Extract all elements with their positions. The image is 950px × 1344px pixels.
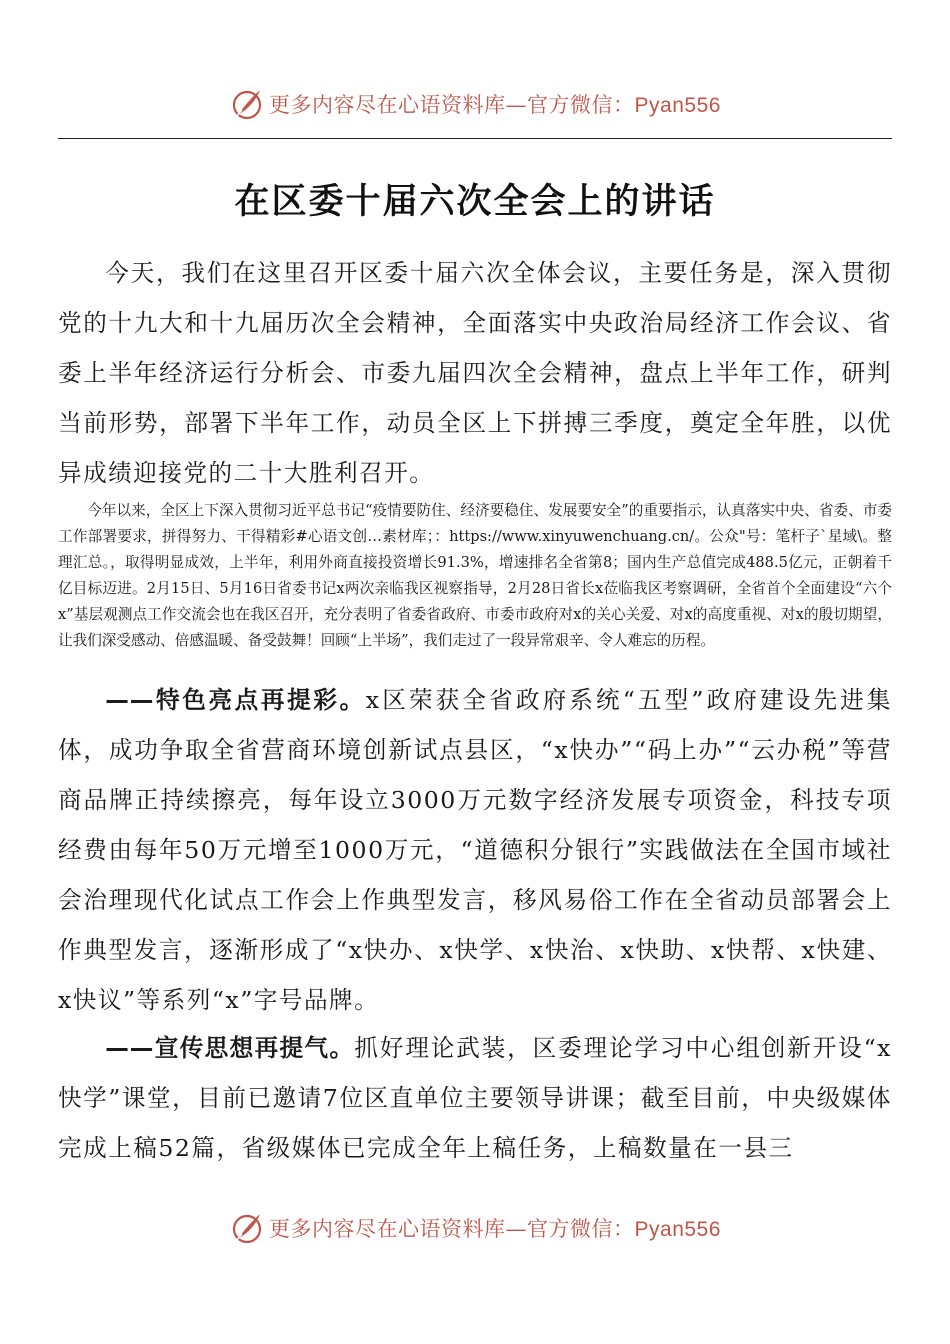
paragraph-intro-text: 今天，我们在这里召开区委十届六次全体会议，主要任务是，深入贯彻党的十九大和十九届历次全会精神，全面落实中央政治局经济工作会议、省委上半年经济运行分析会、市委九届四次全会精神，盘点上半年工作，研判当前形势，部署下半年工作，动员全区上下拼搏三季度，奠定全年胜，以优异成绩迎接党的二十大胜利召开。 xyxy=(58,259,892,487)
footer-watermark xyxy=(0,1208,950,1248)
paragraph-review-text: 今年以来，全区上下深入贯彻习近平总书记“疫情要防住、经济要稳住、发展要安全”的重要指示，认真落实中央、省委、市委工作部署要求，拼得努力、干得精彩#心语文创…素材库；：https://www.xinyuwenchuang.cn/。公众"号：笔杆子`星域\。整理汇总。，取得明显成效，上半年，利用外商直接投资增长91.3%，增速排名全省第8；国内生产总值完成488.5亿元，正朝着千亿目标迈进。2月15日、5月16日省委书记x两次亲临我区视察指导，2月28日省长x莅临我区考察调研，全省首个全面建设“六个x”基层观测点工作交流会也在我区召开，充分表明了省委省政府、市委市政府对x的关心关爱、对x的高度重视、对x的殷切期望，让我们深受感动、倍感温暖、备受鼓舞！回顾“上半场”，我们走过了一段异常艰辛、令人难忘的历程。 xyxy=(58,502,892,649)
quill-logo-icon xyxy=(229,86,265,122)
publicity-heading: ——宣传思想再提气。 xyxy=(105,1034,355,1062)
paragraph-review xyxy=(58,498,892,654)
highlights-text: x区荣获全省政府系统“五型”政府建设先进集体，成功争取全省营商环境创新试点县区，“x快办”“码上办”“云办税”等营商品牌正持续擦亮，每年设立3000万元数字经济发展专项资金，科技专项经费由每年50万元增至1000万元，“道德积分银行”实践做法在全国市域社会治理现代化试点工作会上作典型发言，移风易俗工作在全省动员部署会上作典型发言，逐渐形成了“x快办、x快学、x快治、x快助、x快帮、x快建、x快议”等系列“x”字号品牌。 xyxy=(58,686,892,1014)
header-watermark xyxy=(0,84,950,124)
highlights-heading: ——特色亮点再提彩。 xyxy=(105,686,366,714)
watermark-text: 更多内容尽在心语资料库—官方微信：Pyan556 xyxy=(269,1217,721,1241)
paragraph-highlights xyxy=(58,675,892,1025)
quill-logo-icon xyxy=(229,1210,265,1246)
page-title: 在区委十届六次全会上的讲话 xyxy=(234,181,716,222)
header-rule xyxy=(58,138,892,139)
watermark-text: 更多内容尽在心语资料库—官方微信：Pyan556 xyxy=(269,93,721,117)
paragraph-intro xyxy=(58,248,892,498)
publicity-text: 抓好理论武装，区委理论学习中心组创新开设“x快学”课堂，目前已邀请7位区直单位主要领导讲课；截至目前，中央级媒体完成上稿52篇，省级媒体已完成全年上稿任务，上稿数量在一县三 xyxy=(58,1034,892,1162)
paragraph-publicity xyxy=(58,1023,892,1173)
